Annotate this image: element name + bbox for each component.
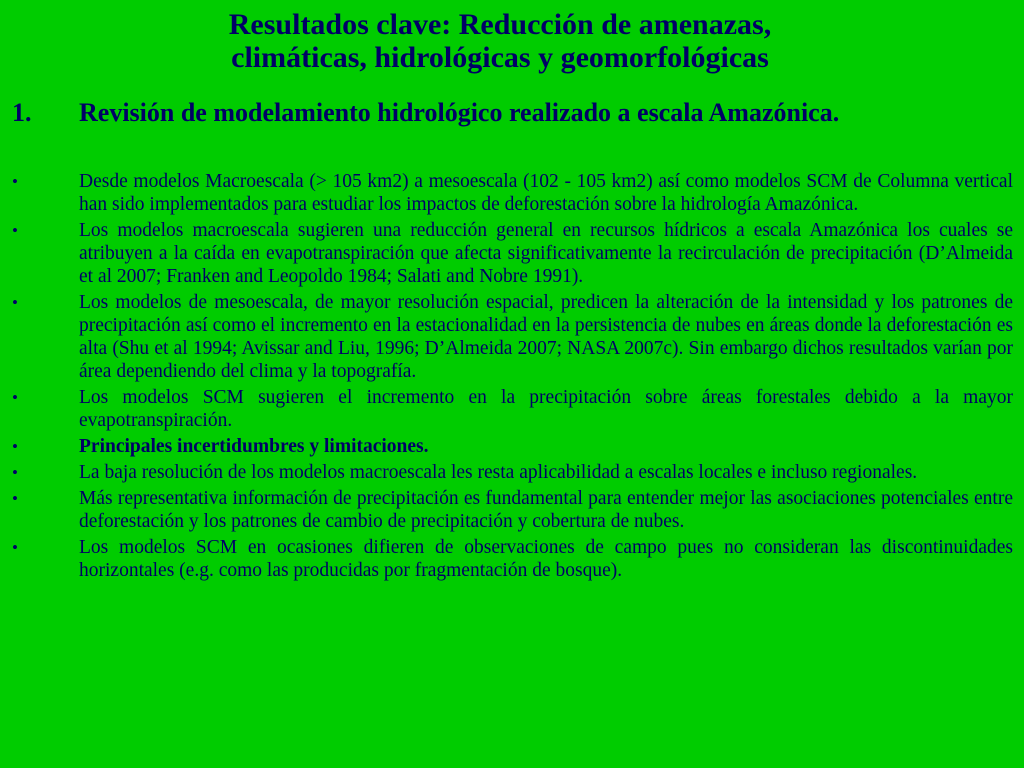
bullet-marker: • [12, 221, 18, 240]
bullet-item [12, 386, 1013, 432]
slide-title-line-2: climáticas, hidrológicas y geomorfológicas [231, 41, 769, 74]
bullet-marker: • [12, 463, 18, 482]
bullet-list [12, 170, 1013, 585]
bullet-item [12, 461, 1013, 484]
bullet-text: Principales incertidumbres y limitaciones. [79, 436, 429, 457]
bullet-marker: • [12, 293, 18, 312]
numbered-heading [12, 98, 1012, 127]
bullet-marker: • [12, 538, 18, 557]
bullet-item [12, 219, 1013, 288]
bullet-marker: • [12, 489, 18, 508]
bullet-marker: • [12, 388, 18, 407]
bullet-text: Los modelos SCM en ocasiones difieren de observaciones de campo pues no consideran las discontinuidades horizontales (e.g. como las producidas por fragmentación de bosque). [79, 537, 1013, 581]
bullet-text: Desde modelos Macroescala (> 105 km2) a mesoescala (102 - 105 km2) así como modelos SCM de Columna vertical han sido implementados para estudiar los impactos de deforestación sobre la hidrología Amazónica. [79, 171, 1013, 215]
bullet-item [12, 487, 1013, 533]
bullet-text: Más representativa información de precipitación es fundamental para entender mejor las asociaciones potenciales entre deforestación y los patrones de cambio de precipitación y cobertura de nubes. [79, 488, 1013, 532]
bullet-text: Los modelos macroescala sugieren una reducción general en recursos hídricos a escala Amazónica los cuales se atribuyen a la caída en evapotranspiración que afecta significativamente la recirculación de precipitación (D’Almeida et al 2007; Franken and Leopoldo 1984; Salati and Nobre 1991). [79, 220, 1013, 287]
bullet-text: Los modelos SCM sugieren el incremento en la precipitación sobre áreas forestales debido a la mayor evapotranspiración. [79, 387, 1013, 431]
bullet-item [12, 170, 1013, 216]
bullet-item [12, 291, 1013, 383]
bullet-text: Los modelos de mesoescala, de mayor resolución espacial, predicen la alteración de la intensidad y los patrones de precipitación así como el incremento en la estacionalidad en la persistencia de nubes en áreas donde la deforestación es alta (Shu et al 1994; Avissar and Liu, 1996; D’Almeida 2007; NASA 2007c). Sin embargo dichos resultados varían por área dependiendo del clima y la topografía. [79, 292, 1013, 382]
numbered-heading-text: Revisión de modelamiento hidrológico realizado a escala Amazónica. [79, 98, 840, 127]
bullet-marker: • [12, 172, 18, 191]
slide-title [0, 8, 1000, 74]
bullet-text: La baja resolución de los modelos macroescala les resta aplicabilidad a escalas locales e incluso regionales. [79, 462, 918, 483]
slide-title-line-1: Resultados clave: Reducción de amenazas, [228, 8, 772, 41]
numbered-heading-number: 1. [12, 98, 32, 127]
bullet-marker: • [12, 437, 18, 456]
bullet-item [12, 435, 1013, 458]
bullet-item [12, 536, 1013, 582]
